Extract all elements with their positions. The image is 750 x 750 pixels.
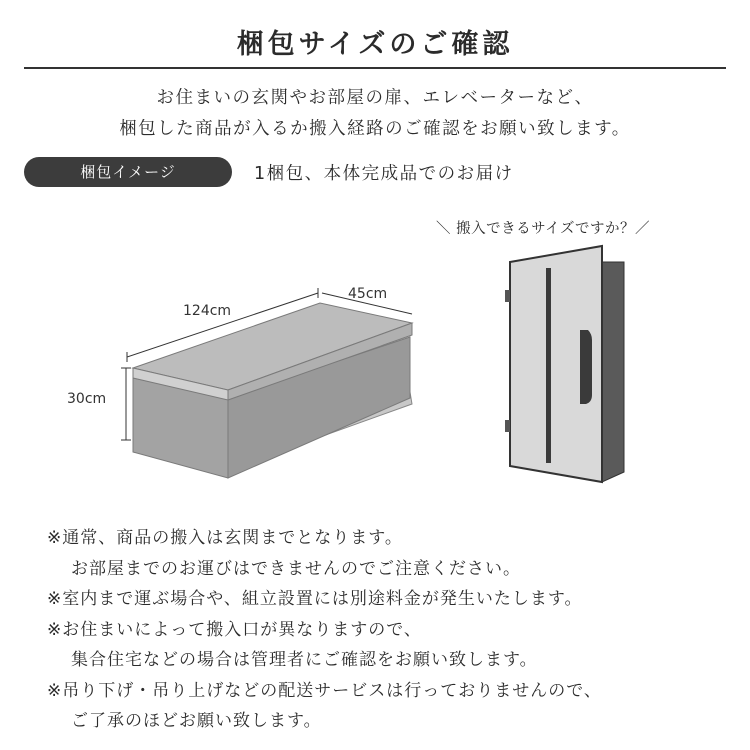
intro-line-2: 梱包した商品が入るか搬入経路のご確認をお願い致します。 [119,119,631,139]
note-3-continued: 集合住宅などの場合は管理者にご確認をお願い致します。 [71,650,538,670]
door-handle [580,330,592,404]
door-question: ＼ 搬入できるサイズですか？／ [436,221,650,237]
note-4-continued: ご了承のほどお願い致します。 [71,711,322,731]
package-image-label: 梱包イメージ [24,157,232,187]
note-4: ※吊り下げ・吊り上げなどの配送サービスは行っておりませんので、 [47,680,602,701]
box-height-label: 30cm [67,391,107,407]
package-diagram [0,195,750,515]
package-description: 1梱包、本体完成品でのお届け [254,164,514,184]
notes-list [47,523,602,737]
note-1: ※通常、商品の搬入は玄関までとなります。 [47,528,403,548]
note-1-continued: お部屋までのお運びはできませんのでご注意ください。 [71,558,521,579]
page-title: 梱包サイズのご確認 [236,29,514,60]
box-depth-label: 45cm [348,286,388,302]
intro-line-1: お住まいの玄関やお部屋の扉、エレベーターなど、 [156,88,594,108]
box-length-label: 124cm [183,303,232,319]
door-illustration [505,246,624,482]
title-divider [24,67,726,69]
package-box-illustration [67,286,412,478]
note-3: ※お住まいによって搬入口が異なりますので、 [47,619,422,640]
note-2: ※室内まで運ぶ場合や、組立設置には別途料金が発生いたします。 [47,589,583,609]
